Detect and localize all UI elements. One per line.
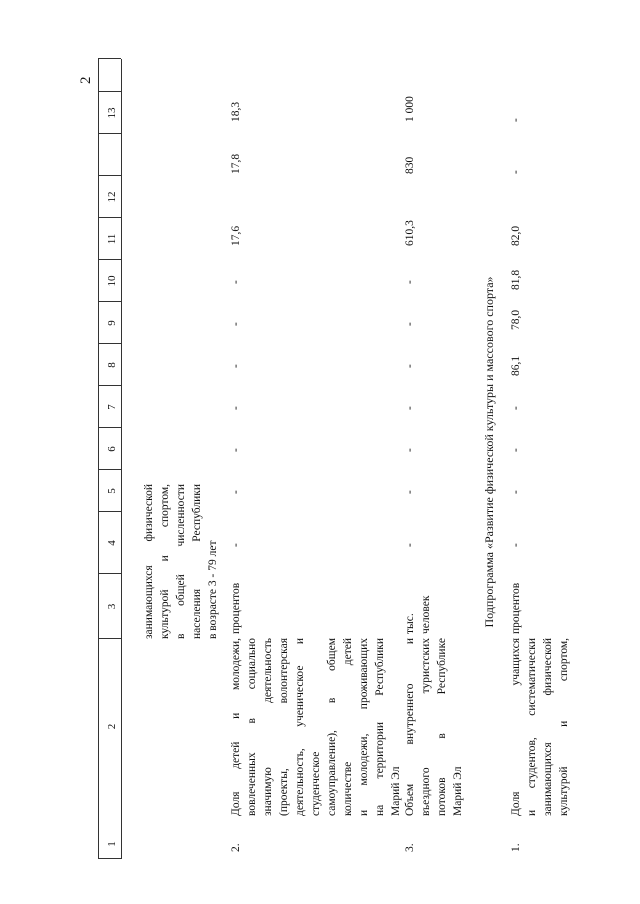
header-col-10: 10 [106, 275, 118, 287]
unit-cell: тыс. человек [404, 595, 432, 634]
value-cell: - [230, 543, 242, 547]
subprogram-title: Подпрограмма «Развитие физической культуры и массового спорта» [482, 276, 496, 628]
value-cell: 81,8 [510, 269, 522, 290]
header-col-13: 13 [106, 107, 118, 119]
header-col-6: 6 [106, 446, 118, 452]
value-cell: 17,8 [230, 153, 242, 174]
value-cell: - [230, 406, 242, 410]
row-number: 3. [404, 843, 416, 852]
header-col-3: 3 [106, 603, 118, 610]
value-cell: - [230, 322, 242, 326]
value-cell: - [404, 406, 416, 410]
value-cell: 17,6 [230, 225, 242, 246]
value-cell: 830 [404, 156, 416, 174]
value-cell: 610,3 [404, 220, 416, 246]
col-border [98, 58, 121, 59]
header-col-7: 7 [106, 404, 118, 410]
value-cell: - [510, 490, 522, 494]
indicator-name: Объем внутреннего и въездного туристских потоков в Республике Марий Эл [404, 638, 464, 816]
value-cell: - [230, 364, 242, 368]
value-cell: - [510, 170, 522, 174]
header-col-9: 9 [106, 320, 118, 326]
table-top-border [98, 59, 99, 859]
value-cell: 82,0 [510, 225, 522, 246]
value-cell: 78,0 [510, 309, 522, 330]
header-col-2: 2 [106, 723, 118, 730]
unit-cell: процентов [230, 582, 242, 634]
header-col-8: 8 [106, 362, 118, 368]
value-cell: - [404, 543, 416, 547]
value-cell: 86,1 [510, 355, 522, 376]
header-col-12: 12 [106, 191, 118, 203]
value-cell: 18,3 [230, 101, 242, 122]
value-cell: - [230, 280, 242, 284]
header-col-11: 11 [106, 233, 118, 245]
unit-cell: процентов [510, 582, 522, 634]
value-cell: - [404, 322, 416, 326]
header-col-5: 5 [106, 488, 118, 494]
value-cell: - [404, 280, 416, 284]
value-cell: - [230, 448, 242, 452]
page-number: 2 [78, 76, 94, 84]
header-col-1: 1 [106, 841, 118, 847]
table-header-border [121, 59, 122, 859]
value-cell: - [404, 490, 416, 494]
value-cell: 1 000 [404, 96, 416, 122]
value-cell: - [230, 490, 242, 494]
value-cell: - [510, 543, 522, 547]
header-col-4: 4 [106, 540, 118, 546]
value-cell: - [510, 118, 522, 122]
continuation-name: занимающихся физической культурой и спортом, в общей численности населения Республики в возрасте 3 - 79 лет [143, 484, 219, 639]
indicator-name: Доля учащихся и студентов, систематически занимающихся физической культурой и спортом, [510, 638, 570, 816]
value-cell: - [404, 364, 416, 368]
indicator-name: Доля детей и молодежи, вовлеченных в социально значимую деятельность (проекты, волонтерская деятельность, ученическое и студенческое самоуправление), в общем количестве детей и молодежи, проживающих на территории Республики Марий Эл [230, 638, 402, 816]
row-number: 1. [510, 843, 522, 852]
value-cell: - [404, 448, 416, 452]
row-number: 2. [230, 843, 242, 852]
value-cell: - [510, 406, 522, 410]
value-cell: - [510, 448, 522, 452]
